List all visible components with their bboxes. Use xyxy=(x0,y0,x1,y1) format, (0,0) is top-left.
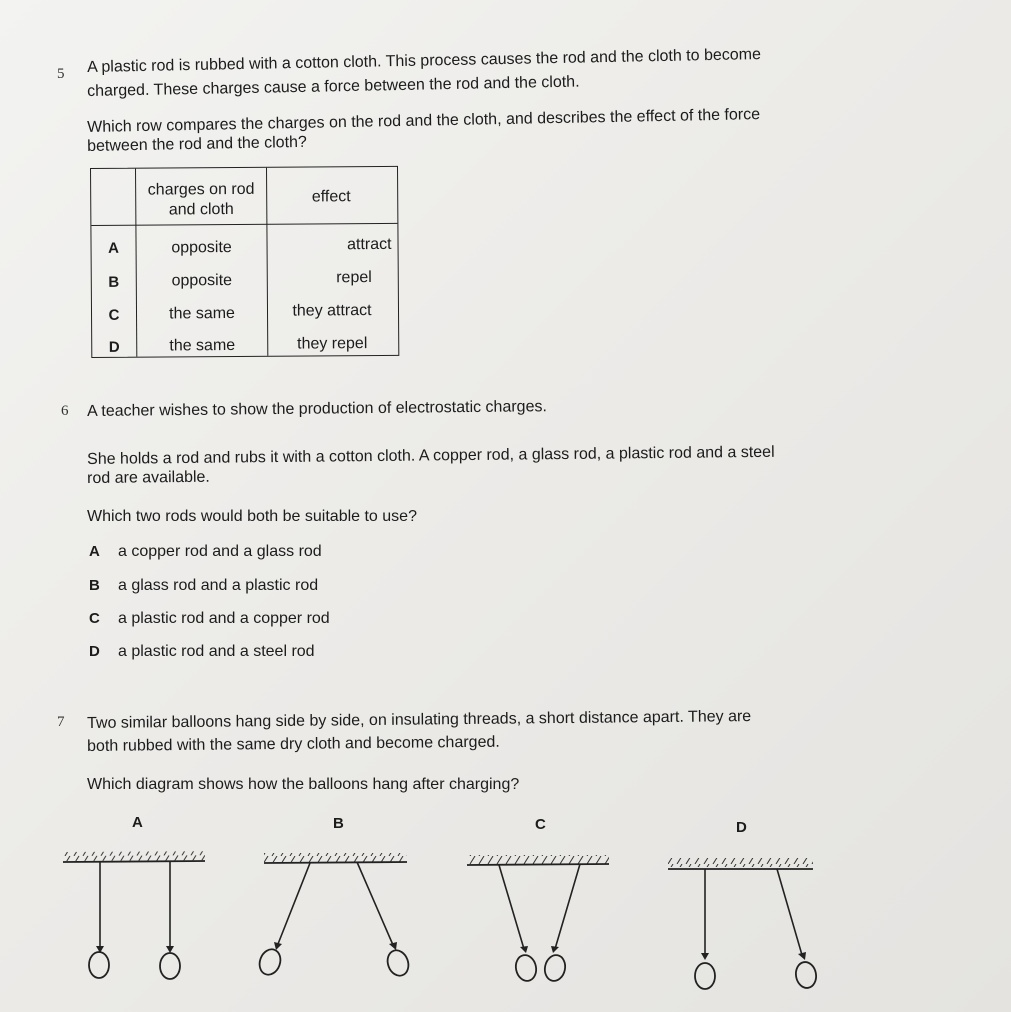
q6-option-text: a copper rod and a glass rod xyxy=(118,543,322,560)
q5-number: 5 xyxy=(57,66,65,82)
q6-option-letter: A xyxy=(89,543,100,560)
q7-number: 7 xyxy=(57,714,65,730)
q6-option-letter: B xyxy=(89,577,100,594)
diagram-c-label: C xyxy=(535,816,546,833)
q7-stem-line2: both rubbed with the same dry cloth and become charged. xyxy=(87,733,500,755)
diagram-c xyxy=(467,855,609,983)
table-row-charges: opposite xyxy=(171,239,232,257)
q5-question-line2: between the rod and the cloth? xyxy=(87,133,308,155)
q6-number: 6 xyxy=(61,403,69,419)
q6-option-text: a plastic rod and a steel rod xyxy=(118,643,315,660)
q6-question: Which two rods would both be suitable to use? xyxy=(87,508,417,525)
diagram-b-label: B xyxy=(333,815,344,832)
table-row-letter: B xyxy=(108,273,120,291)
table-row-effect: they repel xyxy=(297,335,368,353)
table-header-effect: effect xyxy=(311,188,351,206)
diagram-b xyxy=(256,853,412,979)
diagram-d xyxy=(668,858,818,990)
table-row-letter: D xyxy=(108,338,120,356)
table-row-letter: C xyxy=(108,306,120,324)
q7-question: Which diagram shows how the balloons hang after charging? xyxy=(87,776,520,793)
table-row-charges: the same xyxy=(169,304,235,323)
q6-para-line1: She holds a rod and rubs it with a cotton cloth. A copper rod, a glass rod, a plastic rod and a steel xyxy=(87,443,775,468)
diagram-a xyxy=(63,851,205,979)
table-row-effect: attract xyxy=(347,235,392,254)
q5-answer-table xyxy=(90,166,399,358)
q6-para-line2: rod are available. xyxy=(87,468,210,487)
q6-option-text: a plastic rod and a copper rod xyxy=(118,610,330,627)
q6-option-letter: D xyxy=(89,643,100,660)
q6-stem: A teacher wishes to show the production of electrostatic charges. xyxy=(87,398,547,420)
q7-stem-line1: Two similar balloons hang side by side, on insulating threads, a short distance apart. They are xyxy=(87,708,752,732)
table-row-effect: repel xyxy=(336,269,372,287)
diagram-d-label: D xyxy=(736,819,747,836)
q6-option-letter: C xyxy=(89,610,100,627)
q5-stem-line1: A plastic rod is rubbed with a cotton cloth. This process causes the rod and the cloth to become xyxy=(87,46,762,76)
q5-stem-line2: charged. These charges cause a force between the rod and the cloth. xyxy=(87,73,580,100)
q6-option-text: a glass rod and a plastic rod xyxy=(118,577,319,594)
table-row-letter: A xyxy=(108,239,120,257)
q5-question-line1: Which row compares the charges on the rod and the cloth, and describes the effect of the force xyxy=(87,106,761,136)
table-row-charges: opposite xyxy=(171,272,233,290)
table-header-charges-line1: charges on rod xyxy=(147,180,255,199)
table-row-effect: they attract xyxy=(292,302,372,320)
table-header-charges-line2: and cloth xyxy=(168,200,234,219)
diagram-a-label: A xyxy=(132,814,143,831)
table-row-charges: the same xyxy=(169,336,236,355)
